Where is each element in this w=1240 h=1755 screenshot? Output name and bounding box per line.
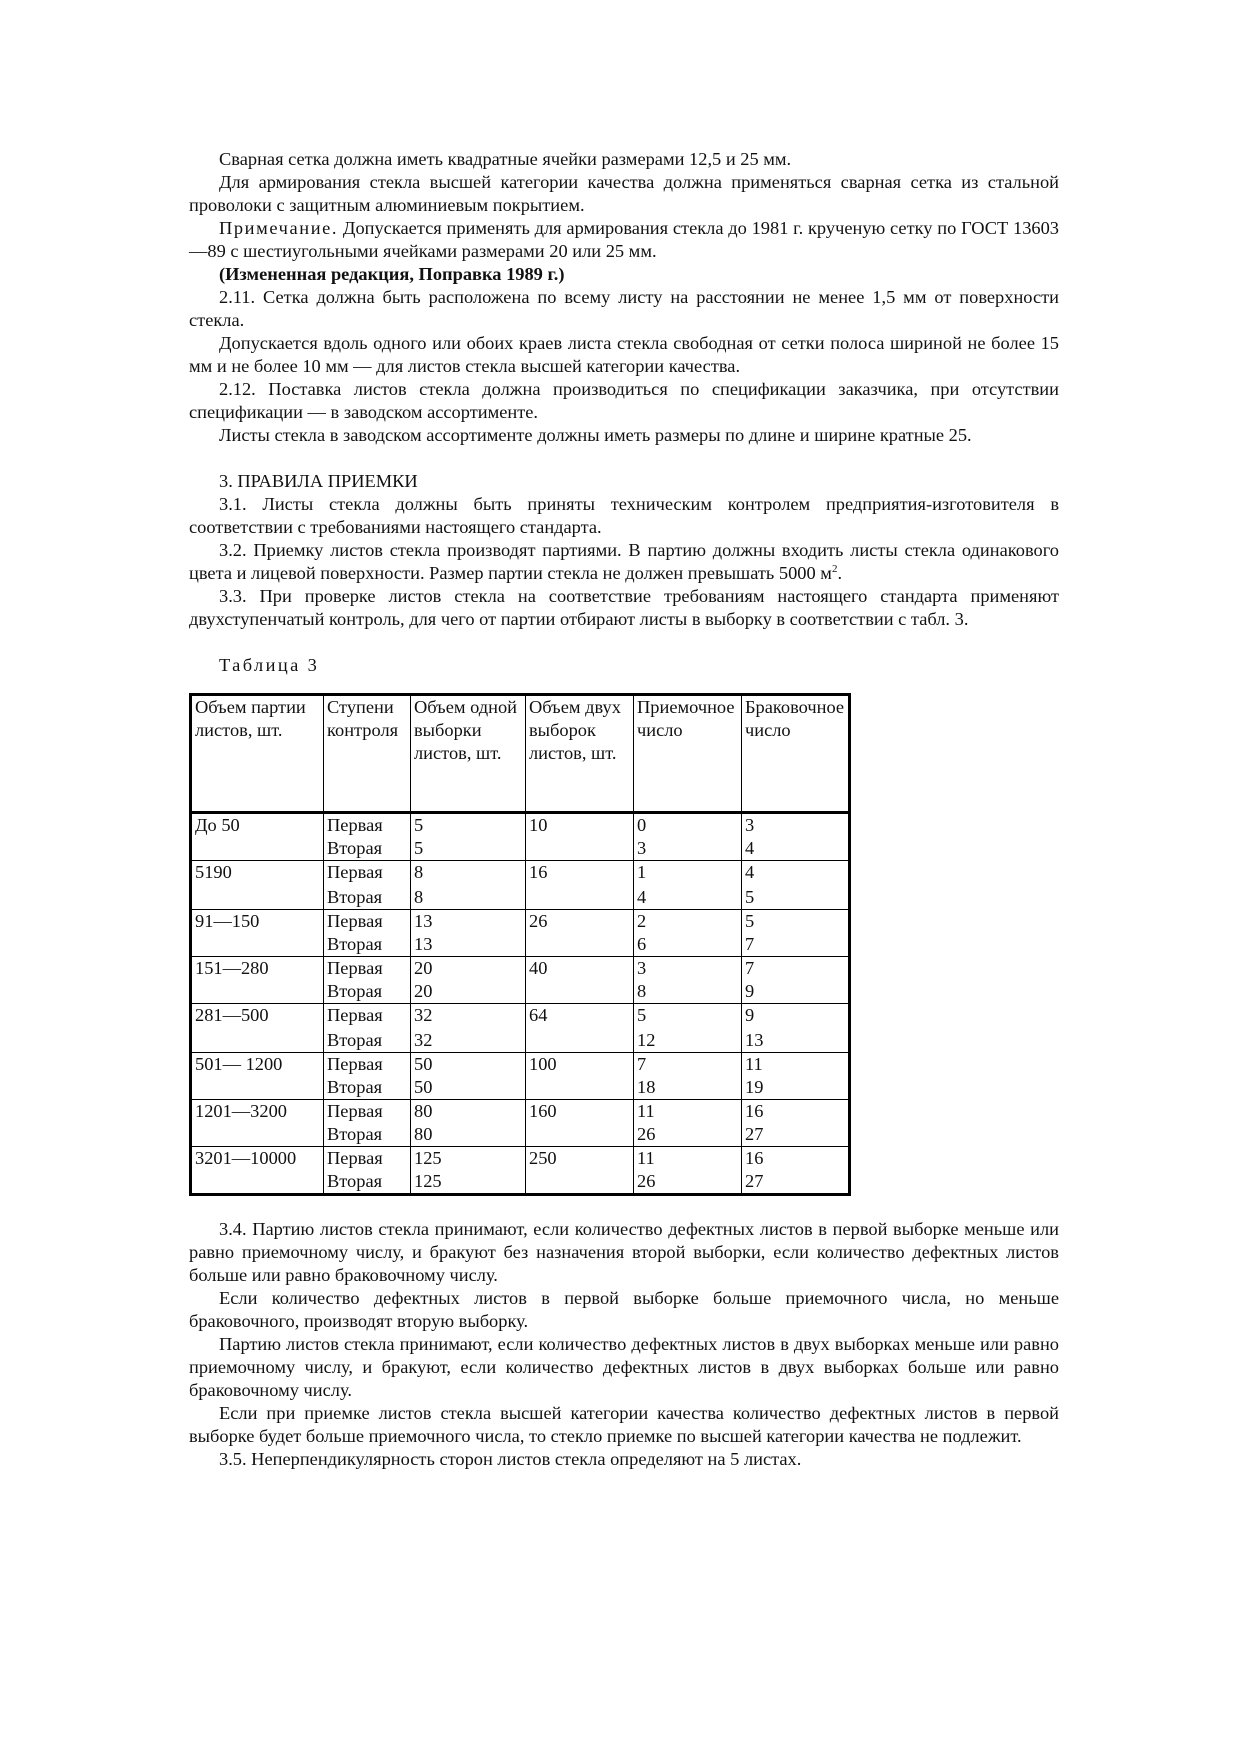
cell-lot-size xyxy=(191,1004,324,1053)
paragraph-2-12: 2.12. Поставка листов стекла должна производиться по спецификации заказчика, при отсутствии спецификации — в заводском ассортименте. xyxy=(189,379,1059,422)
cell-acceptance-value: 5 xyxy=(637,1005,647,1025)
cell-stage xyxy=(324,910,411,957)
cell-lot-size-value: 501— 1200 xyxy=(195,1054,283,1074)
cell-acceptance-value: 6 xyxy=(637,934,647,954)
paragraph-mesh-cells: Сварная сетка должна иметь квадратные ячейки размерами 12,5 и 25 мм. xyxy=(219,149,792,169)
paragraph-3-4-premium: Если при приемке листов стекла высшей категории качества количество дефектных листов в первой выборке будет больше приемочного числа, то стекло приемке по высшей категории качества не подлежит. xyxy=(189,1403,1059,1446)
cell-lot-size xyxy=(191,957,324,1004)
cell-lot-size-value: 3201—10000 xyxy=(195,1148,297,1168)
note-label: Примечание. xyxy=(219,218,339,238)
cell-one-sample-value: 80 xyxy=(414,1124,433,1144)
cell-stage-value: Первая xyxy=(327,1005,383,1025)
cell-one-sample-value: 50 xyxy=(414,1077,433,1097)
cell-stage-value: Первая xyxy=(327,911,383,931)
paragraph-3-2 xyxy=(189,539,1059,585)
cell-one-sample-value: 13 xyxy=(414,911,433,931)
cell-rejection-value: 3 xyxy=(745,815,755,835)
table-row xyxy=(191,813,850,861)
cell-acceptance xyxy=(634,910,742,957)
header-control-stages: Ступени контроля xyxy=(324,695,411,813)
paragraph-note xyxy=(189,217,1059,263)
cell-one-sample xyxy=(411,1004,526,1053)
cell-one-sample xyxy=(411,957,526,1004)
cell-stage xyxy=(324,1004,411,1053)
after-table-section xyxy=(189,1218,1059,1471)
cell-rejection xyxy=(742,910,850,957)
table-row xyxy=(191,957,850,1004)
cell-rejection-value: 7 xyxy=(745,958,755,978)
header-lot-size: Объем партии листов, шт. xyxy=(191,695,324,813)
cell-stage-value: Первая xyxy=(327,1054,383,1074)
cell-lot-size-value: 5190 xyxy=(195,862,232,882)
table-row xyxy=(191,1100,850,1147)
cell-rejection-value: 27 xyxy=(745,1124,764,1144)
cell-lot-size xyxy=(191,910,324,957)
cell-rejection xyxy=(742,1004,850,1053)
spacer xyxy=(189,631,1059,654)
paragraph-3-2-end: . xyxy=(837,563,843,583)
cell-two-samples-value: 26 xyxy=(529,911,548,931)
cell-one-sample-value: 8 xyxy=(414,887,424,907)
paragraph-3-4-two-samples: Партию листов стекла принимают, если количество дефектных листов в двух выборках меньше или равно приемочному числу, и бракуют, если количество дефектных листов в двух выборках больше или равно браковочному числу. xyxy=(189,1334,1059,1400)
cell-one-sample-value: 20 xyxy=(414,981,433,1001)
paragraph-3-2-text: 3.2. Приемку листов стекла производят партиями. В партию должны входить листы стекла одинакового цвета и лицевой поверхности. Размер партии стекла не должен превышать 5000 м xyxy=(189,540,1059,583)
cell-acceptance xyxy=(634,861,742,910)
cell-lot-size xyxy=(191,1053,324,1100)
cell-rejection xyxy=(742,957,850,1004)
cell-stage-value: Вторая xyxy=(327,1077,383,1097)
cell-rejection-value: 11 xyxy=(745,1054,763,1074)
cell-two-samples-value: 160 xyxy=(529,1101,557,1121)
cell-two-samples xyxy=(526,1147,634,1195)
cell-one-sample xyxy=(411,861,526,910)
cell-rejection xyxy=(742,1147,850,1195)
cell-rejection-value: 4 xyxy=(745,838,755,858)
cell-two-samples xyxy=(526,957,634,1004)
cell-lot-size xyxy=(191,1100,324,1147)
document-page xyxy=(189,148,1059,1471)
header-one-sample: Объем одной выборки листов, шт. xyxy=(411,695,526,813)
cell-one-sample-value: 125 xyxy=(414,1148,442,1168)
paragraph-2-11: 2.11. Сетка должна быть расположена по всему листу на расстоянии не менее 1,5 мм от поверхности стекла. xyxy=(189,287,1059,330)
cell-stage-value: Первая xyxy=(327,1148,383,1168)
cell-lot-size-value: 1201—3200 xyxy=(195,1101,287,1121)
cell-stage-value: Первая xyxy=(327,815,383,835)
cell-stage-value: Вторая xyxy=(327,838,383,858)
paragraph-mesh-premium: Для армирования стекла высшей категории качества должна применяться сварная сетка из стальной проволоки с защитным алюминиевым покрытием. xyxy=(189,172,1059,215)
cell-two-samples-value: 40 xyxy=(529,958,548,978)
cell-two-samples-value: 10 xyxy=(529,815,548,835)
cell-one-sample-value: 32 xyxy=(414,1005,433,1025)
cell-acceptance xyxy=(634,1147,742,1195)
cell-acceptance-value: 3 xyxy=(637,958,647,978)
cell-stage-value: Первая xyxy=(327,862,383,882)
cell-stage-value: Первая xyxy=(327,1101,383,1121)
sampling-table xyxy=(189,693,851,1196)
paragraph-3-5: 3.5. Неперпендикулярность сторон листов стекла определяют на 5 листах. xyxy=(219,1449,802,1469)
table-label: Таблица 3 xyxy=(219,655,320,675)
cell-stage xyxy=(324,1147,411,1195)
cell-two-samples xyxy=(526,1100,634,1147)
spacer xyxy=(189,447,1059,470)
cell-acceptance xyxy=(634,813,742,861)
superscript-2: 2 xyxy=(831,562,838,575)
cell-rejection-value: 13 xyxy=(745,1030,764,1050)
cell-rejection-value: 5 xyxy=(745,911,755,931)
cell-one-sample-value: 32 xyxy=(414,1030,433,1050)
cell-two-samples-value: 16 xyxy=(529,862,548,882)
cell-lot-size xyxy=(191,813,324,861)
table-row xyxy=(191,861,850,910)
cell-stage xyxy=(324,957,411,1004)
cell-two-samples xyxy=(526,1004,634,1053)
paragraph-3-4-second-sample: Если количество дефектных листов в первой выборке больше приемочного числа, но меньше браковочного, производят вторую выборку. xyxy=(189,1288,1059,1331)
cell-stage xyxy=(324,813,411,861)
header-two-samples: Объем двух выборок листов, шт. xyxy=(526,695,634,813)
cell-acceptance-value: 11 xyxy=(637,1148,655,1168)
cell-two-samples xyxy=(526,1053,634,1100)
cell-lot-size-value: 151—280 xyxy=(195,958,269,978)
cell-acceptance-value: 7 xyxy=(637,1054,647,1074)
cell-rejection-value: 5 xyxy=(745,887,755,907)
amendment-note: (Измененная редакция, Поправка 1989 г.) xyxy=(219,264,565,284)
cell-rejection-value: 9 xyxy=(745,981,755,1001)
cell-rejection-value: 16 xyxy=(745,1101,764,1121)
cell-one-sample-value: 13 xyxy=(414,934,433,954)
cell-one-sample xyxy=(411,910,526,957)
cell-stage-value: Вторая xyxy=(327,981,383,1001)
cell-rejection-value: 19 xyxy=(745,1077,764,1097)
cell-rejection-value: 9 xyxy=(745,1005,755,1025)
cell-lot-size-value: 91—150 xyxy=(195,911,260,931)
cell-acceptance xyxy=(634,957,742,1004)
cell-acceptance-value: 12 xyxy=(637,1030,656,1050)
cell-acceptance-value: 2 xyxy=(637,911,647,931)
cell-two-samples xyxy=(526,813,634,861)
cell-two-samples-value: 250 xyxy=(529,1148,557,1168)
table-header-row xyxy=(191,695,850,813)
cell-stage-value: Вторая xyxy=(327,1030,383,1050)
paragraph-2-11-edge: Допускается вдоль одного или обоих краев листа стекла свободная от сетки полоса шириной не более 15 мм и не более 10 мм — для листов стекла высшей категории качества. xyxy=(189,333,1059,376)
cell-one-sample xyxy=(411,1100,526,1147)
cell-lot-size-value: До 50 xyxy=(195,815,240,835)
cell-stage-value: Вторая xyxy=(327,1171,383,1191)
cell-rejection xyxy=(742,1100,850,1147)
cell-one-sample-value: 20 xyxy=(414,958,433,978)
note-text: Допускается применять для армирования стекла до 1981 г. крученую сетку по ГОСТ 13603—89 с шестиугольными ячейками размерами 20 или 25 мм. xyxy=(189,218,1059,261)
cell-rejection-value: 4 xyxy=(745,862,755,882)
cell-one-sample-value: 125 xyxy=(414,1171,442,1191)
cell-acceptance-value: 26 xyxy=(637,1124,656,1144)
cell-lot-size xyxy=(191,1147,324,1195)
paragraph-3-1: 3.1. Листы стекла должны быть приняты техническим контролем предприятия-изготовителя в соответствии с требованиями настоящего стандарта. xyxy=(189,494,1059,537)
header-acceptance-number: Приемочное число xyxy=(634,695,742,813)
cell-stage xyxy=(324,1100,411,1147)
cell-one-sample xyxy=(411,1147,526,1195)
cell-two-samples-value: 64 xyxy=(529,1005,548,1025)
table-row xyxy=(191,1147,850,1195)
cell-acceptance-value: 11 xyxy=(637,1101,655,1121)
cell-two-samples-value: 100 xyxy=(529,1054,557,1074)
cell-lot-size xyxy=(191,861,324,910)
cell-one-sample-value: 8 xyxy=(414,862,424,882)
paragraph-2-12-sizes: Листы стекла в заводском ассортименте должны иметь размеры по длине и ширине кратные 25. xyxy=(219,425,972,445)
cell-acceptance-value: 8 xyxy=(637,981,647,1001)
cell-acceptance xyxy=(634,1100,742,1147)
paragraph-3-3: 3.3. При проверке листов стекла на соответствие требованиям настоящего стандарта применяют двухступенчатый контроль, для чего от партии отбирают листы в выборку в соответствии с табл. 3. xyxy=(189,586,1059,629)
cell-one-sample-value: 50 xyxy=(414,1054,433,1074)
cell-stage-value: Вторая xyxy=(327,934,383,954)
cell-rejection xyxy=(742,861,850,910)
cell-acceptance-value: 3 xyxy=(637,838,647,858)
cell-one-sample-value: 80 xyxy=(414,1101,433,1121)
cell-acceptance-value: 4 xyxy=(637,887,647,907)
table-row xyxy=(191,1053,850,1100)
cell-acceptance-value: 0 xyxy=(637,815,647,835)
table-row xyxy=(191,910,850,957)
cell-one-sample-value: 5 xyxy=(414,815,424,835)
cell-rejection xyxy=(742,1053,850,1100)
cell-acceptance xyxy=(634,1004,742,1053)
cell-acceptance-value: 26 xyxy=(637,1171,656,1191)
cell-stage-value: Вторая xyxy=(327,1124,383,1144)
cell-two-samples xyxy=(526,910,634,957)
cell-acceptance xyxy=(634,1053,742,1100)
cell-rejection-value: 7 xyxy=(745,934,755,954)
cell-rejection xyxy=(742,813,850,861)
cell-rejection-value: 16 xyxy=(745,1148,764,1168)
paragraph-3-4: 3.4. Партию листов стекла принимают, если количество дефектных листов в первой выборке меньше или равно приемочному числу, и бракуют без назначения второй выборки, если количество дефектных листов больше или равно браковочному числу. xyxy=(189,1219,1059,1285)
cell-one-sample-value: 5 xyxy=(414,838,424,858)
cell-two-samples xyxy=(526,861,634,910)
table-row xyxy=(191,1004,850,1053)
header-rejection-number: Браковочное число xyxy=(742,695,850,813)
cell-rejection-value: 27 xyxy=(745,1171,764,1191)
cell-stage xyxy=(324,861,411,910)
cell-acceptance-value: 18 xyxy=(637,1077,656,1097)
cell-lot-size-value: 281—500 xyxy=(195,1005,269,1025)
cell-one-sample xyxy=(411,813,526,861)
cell-acceptance-value: 1 xyxy=(637,862,647,882)
cell-stage xyxy=(324,1053,411,1100)
cell-stage-value: Первая xyxy=(327,958,383,978)
cell-stage-value: Вторая xyxy=(327,887,383,907)
cell-one-sample xyxy=(411,1053,526,1100)
section-3-heading: 3. ПРАВИЛА ПРИЕМКИ xyxy=(219,471,418,491)
